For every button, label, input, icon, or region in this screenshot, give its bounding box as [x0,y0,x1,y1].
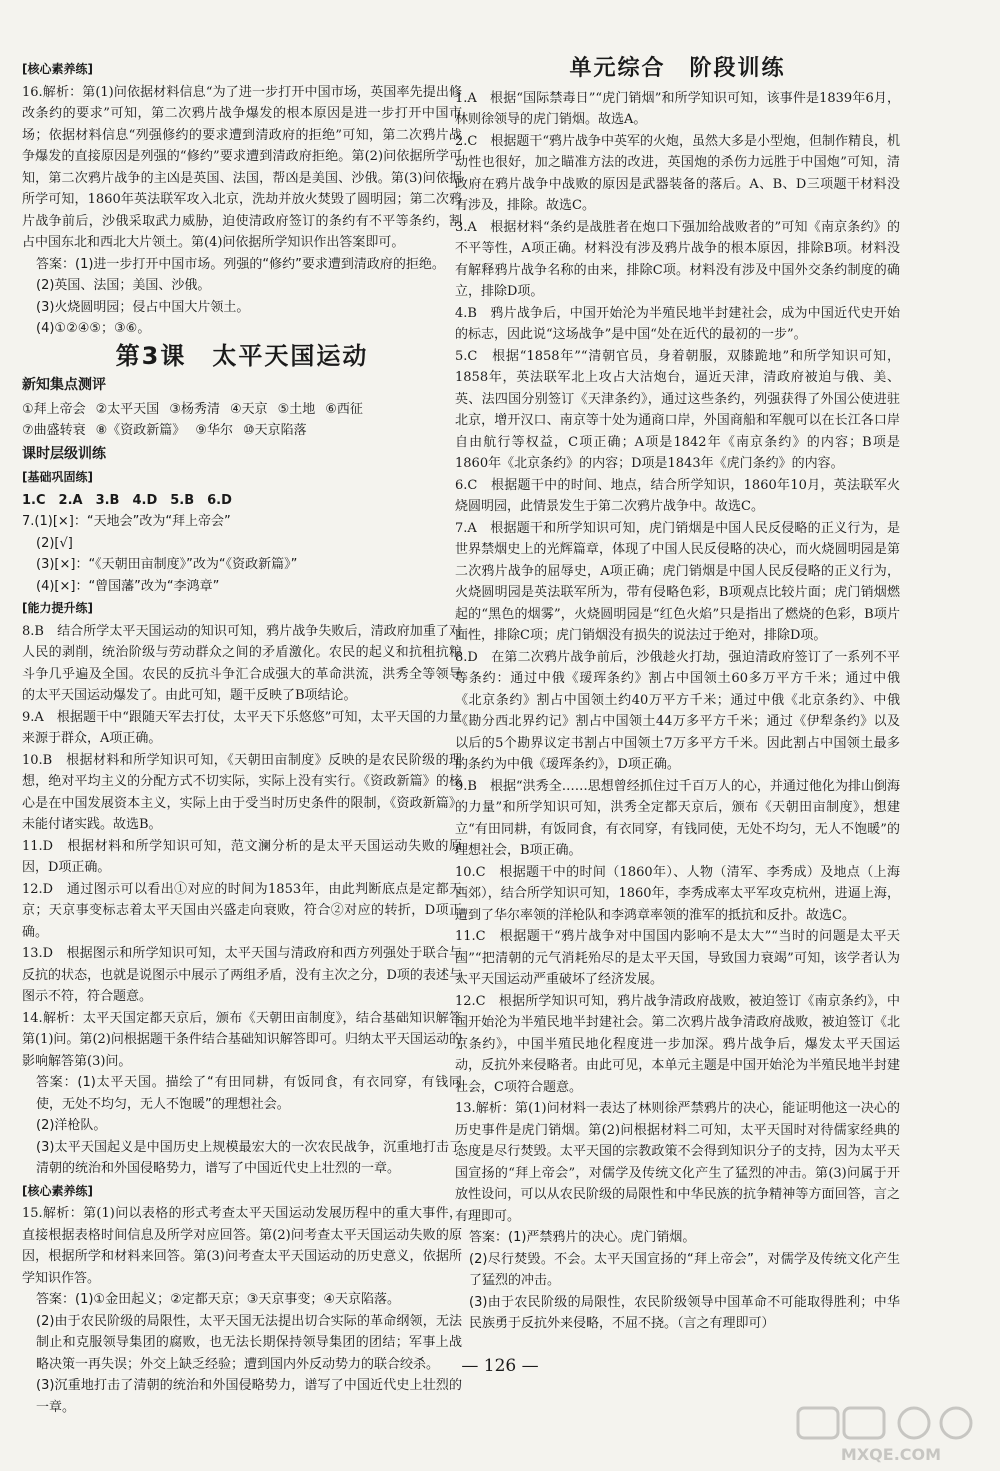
unit-answer-13-key: 答案：(1)严禁鸦片的决心。虎门销烟。 [469,1230,696,1245]
knowledge-point: ②太平天国 [95,401,160,417]
section-label: [能力提升练] [22,601,93,615]
new-knowledge-heading: 新知集点测评 [22,377,106,393]
page-number: — 126 — [461,1356,539,1376]
unit-title: 单元综合 阶段训练 [569,56,786,81]
knowledge-points-row-2 [22,420,462,442]
unit-answer-2: 2.C 根据题干“鸦片战争中英军的火炮，虽然大多是小型炮，但制作精良，机动性也很好，加之瞄准方法的改进，英国炮的杀伤力远胜于中国炮”可知，清政府在鸦片战争中战败的原因是武器装备的落后。A、B、D三项题干材料没有涉及，排除。故选C。 [455,133,900,213]
right-column [455,58,900,1335]
unit-answer-8: 8.D 在第二次鸦片战争前后，沙俄趁火打劫，强迫清政府签订了一系列不平等条约：通过中俄《瑷珲条约》割占中国领土60多万平方千米；通过中俄《北京条约》割占中国领土约40万平方千米；通过中俄《北京条约》、中俄《勘分西北界约记》割占中国领土44万多平方千米；通过《伊犁条约》以及以后的5个勘界议定书割占中国领土7万多平方千米。因此割占中国领土最多的条约为中俄《瑷珲条约》，D项正确。 [455,649,900,772]
knowledge-point: ④天京 [229,401,268,417]
answer-10: 10.B 根据材料和所学知识可知，《天朝田亩制度》反映的是农民阶级的理想，绝对平均主义的分配方式不切实际，实际上没有实行。《资政新篇》的核心是在中国发展资本主义，实际上由于受当时历史条件的限制，《资政新篇》未能付诸实践。故选B。 [22,752,462,832]
answer-8: 8.B 结合所学太平天国运动的知识可知，鸦片战争失败后，清政府加重了对人民的剥削，统治阶级与劳动群众之间的矛盾激化。农民的起义和抗租抗粮斗争几乎遍及全国。农民的反抗斗争汇合成强大的革命洪流，洪秀全等领导的太平天国运动爆发了。由此可知，题干反映了B项结论。 [22,623,462,703]
hierarchy-training-heading: 课时层级训练 [22,445,106,462]
knowledge-points-row-1 [22,399,462,421]
knowledge-point: ⑦曲盛转衰 [22,423,86,438]
watermark-logo [796,1406,986,1466]
answer-15-part2: (2)由于农民阶级的局限性，太平天国无法提出切合实际的革命纲领，无法制止和克服领导集团的腐败，也无法长期保持领导集团的团结；军事上战略决策一再失误；外交上缺乏经验；遭到国内外反动势力的联合绞杀。 [36,1313,462,1372]
answer-16: 16.解析：第(1)问依据材料信息“为了进一步打开中国市场，英国率先提出修改条约的要求”可知，第二次鸦片战争爆发的根本原因是进一步打开中国市场；依据材料信息“列强修约的要求遭到清政府的拒绝”可知，第二次鸦片战争爆发的直接原因是列强的“修约”要求遭到清政府拒绝。第(2)问依据所学可知，第二次鸦片战争的主凶是英国、法国，帮凶是美国、沙俄。第(3)问依据所学可知，1860年英法联军攻入北京，洗劫并放火焚毁了圆明园；第二次鸦片战争前后，沙俄采取武力威胁，迫使清政府签订的条约有不平等条约，割占中国东北和西北大片领土。第(4)问依据所学知识作出答案即可。 [22,84,462,250]
unit-answer-9: 9.B 根据“洪秀全……思想曾经抓住过千百万人的心，并通过他化为排山倒海的力量”和所学知识可知，洪秀全定都天京后，颁布《天朝田亩制度》，想建立“有田同耕，有饭同食，有衣同穿，有钱同使，无处不均匀，无人不饱暖”的理想社会，B项正确。 [455,778,900,858]
answer-9: 9.A 根据题干中“跟随天军去打仗，太平天下乐悠悠”可知，太平天国的力量来源于群众，A项正确。 [22,709,462,746]
unit-answer-4: 4.B 鸦片战争后，中国开始沦为半殖民地半封建社会，成为中国近代史开始的标志，因此说“这场战争”是中国“处在近代的最初的一步”。 [455,305,900,342]
knowledge-point: ①拜上帝会 [22,401,86,417]
answer-14-part3: (3)太平天国起义是中国历史上规模最宏大的一次农民战争，沉重地打击了清朝的统治和外国侵略势力，谱写了中国近代史上壮烈的一章。 [36,1139,462,1176]
section-label: [核心素养练] [22,1183,93,1198]
answer-7-part2: (2)[√] [36,535,73,551]
knowledge-point: ③杨秀清 [169,401,220,417]
answer-7-part3: (3)[×]：“《天朝田亩制度》”改为“《资政新篇》” [36,557,298,572]
unit-answer-12: 12.C 根据所学知识可知，鸦片战争清政府战败，被迫签订《南京条约》，中国开始沦为半殖民地半封建社会。第二次鸦片战争清政府战败，被迫签订《北京条约》，中国半殖民地化程度进一步加深。鸦片战争后，爆发太平天国运动，反抗外来侵略者。由此可见，本单元主题是中国开始沦为半殖民地半封建社会，C项符合题意。 [455,993,900,1095]
unit-answer-7: 7.A 根据题干和所学知识可知，虎门销烟是中国人民反侵略的正义行为，是世界禁烟史上的光辉篇章，体现了中国人民反侵略的决心，而火烧圆明园是第二次鸦片战争的屈辱史，A项正确；虎门销烟是中国人民反侵略的正义行为，火烧圆明园是英法联军所为，带有侵略色彩，B项观点比较片面；虎门销烟燃起的“黑色的烟雾”，火烧圆明园是“红色火焰”只是指出了燃烧的色彩，B项片面性，排除C项；虎门销烟没有损失的说法过于绝对，排除D项。 [455,520,900,643]
unit-answer-1: 1.A 根据“国际禁毒日”“虎门销烟”和所学知识可知，该事件是1839年6月，林则徐领导的虎门销烟。故选A。 [455,90,900,127]
answer-15-part3: (3)沉重地打击了清朝的统治和外国侵略势力，谱写了中国近代史上壮烈的一章。 [36,1378,462,1415]
answer-14: 14.解析：太平天国定都天京后，颁布《天朝田亩制度》，结合基础知识解答第(1)问。第(2)问根据题干条件结合基础知识解答即可。归纳太平天国运动的影响解答第(3)问。 [22,1010,462,1069]
section-label: [基础巩固练] [22,470,93,484]
answer-16-part3: (3)火烧圆明园；侵占中国大片领土。 [36,299,250,315]
lesson-title: 第3课 太平天国运动 [115,341,369,370]
unit-answer-6: 6.C 根据题干中的时间、地点，结合所学知识，1860年10月，英法联军火烧圆明园，此情景发生于第二次鸦片战争中。故选C。 [455,477,900,514]
unit-answer-13: 13.解析：第(1)问材料一表达了林则徐严禁鸦片的决心，能证明他这一决心的历史事件是虎门销烟。第(2)问根据材料二可知，太平天国时对待儒家经典的态度是尽行焚毁。太平天国的宗教政策不会得到知识分子的支持，因为太平天国宣扬的“拜上帝会”，对儒学及传统文化产生了猛烈的冲击。第(3)问属于开放性设问，可以从农民阶级的局限性和中华民族的抗争精神等方面回答，言之有理即可。 [455,1101,900,1224]
unit-answer-13-part2: (2)尽行焚毁。不会。太平天国宣扬的“拜上帝会”，对儒学及传统文化产生了猛烈的冲击。 [469,1251,900,1288]
unit-answer-3: 3.A 根据材料“条约是战胜者在炮口下强加给战败者的”可知《南京条约》的不平等性，A项正确。材料没有涉及鸦片战争的根本原因，排除B项。材料没有解释鸦片战争名称的由来，排除C项。材料没有涉及中国外交条约制度的确立，排除D项。 [455,219,900,299]
answer-13: 13.D 根据图示和所学知识可知，太平天国与清政府和西方列强处于联合与反抗的状态，也就是说图示中展示了两组矛盾，没有主次之分，D项的表述与图示不符，符合题意。 [22,946,462,1004]
unit-answer-11: 11.C 根据题干“鸦片战争对中国国内影响不是太大”“当时的问题是太平天国”“把清朝的元气消耗殆尽的是太平天国，导致国力衰竭”可知，该学者认为太平天国运动严重破坏了经济发展。 [455,929,900,987]
section-label: [核心素养练] [22,62,93,76]
unit-answer-10: 10.C 根据题干中的时间（1860年）、人物（清军、李秀成）及地点（上海西郊），结合所学知识可知，1860年，李秀成率太平军攻克杭州，进逼上海，遭到了华尔率领的洋枪队和李鸿章率领的淮军的抵抗和反扑。故选C。 [455,864,900,923]
left-column [22,58,462,1418]
answer-14-key: 答案：(1)太平天国。描绘了“有田同耕，有饭同食，有衣同穿，有钱同使，无处不均匀，无人不饱暖”的理想社会。 [36,1075,462,1112]
knowledge-point: ⑧《资政新篇》 [95,423,186,438]
knowledge-point: ⑤土地 [277,401,316,417]
answer-12: 12.D 通过图示可以看出①对应的时间为1853年，由此判断底点是定都天京；天京事变标志着太平天国由兴盛走向衰败，符合②对应的转折，D项正确。 [22,881,462,940]
knowledge-point: ⑨华尔 [195,423,233,438]
unit-answer-5: 5.C 根据“1858年”“清朝官员，身着朝服，双膝跪地”和所学知识可知，1858年，英法联军北上攻占大沽炮台，逼近天津，清政府被迫与俄、美、英、法四国分别签订《天津条约》，通过这些条约，列强获得了外国公使进驻北京，增开汉口、南京等十处为通商口岸，外国商船和军舰可以在长江各口岸自由航行等权益，C项正确；A项是1842年《南京条约》的内容；B项是1860年《北京条约》的内容；D项是1843年《虎门条约》的内容。 [455,348,900,471]
answer-15-key: 答案：(1)①金田起义；②定都天京；③天京事变；④天京陷落。 [36,1292,401,1307]
knowledge-point: ⑥西征 [325,401,363,417]
svg-text:MXQE.COM: MXQE.COM [840,1445,942,1464]
answer-7-part1: 7.(1)[×]：“天地会”改为“拜上帝会” [22,514,231,529]
answer-11: 11.D 根据材料和所学知识可知，范文澜分析的是太平天国运动失败的原因，D项正确。 [22,838,462,875]
unit-answer-13-part3: (3)由于农民阶级的局限性，农民阶级领导中国革命不可能取得胜利；中华民族勇于反抗外来侵略，不屈不挠。（言之有理即可） [469,1294,900,1331]
knowledge-point: ⑩天京陷落 [242,423,307,438]
answer-15: 15.解析：第(1)问以表格的形式考查太平天国运动发展历程中的重大事件，直接根据表格时间信息及所学对应回答。第(2)问考查太平天国运动失败的原因，根据所学和材料来回答。第(3)问考查太平天国运动的历史意义，依据所学知识作答。 [22,1206,462,1286]
answer-14-part2: (2)洋枪队。 [36,1118,107,1133]
answer-16-part4: (4)①②④⑤；③⑥。 [36,321,151,336]
answer-16-key: 答案：(1)进一步打开中国市场。列强的“修约”要求遭到清政府的拒绝。 [36,256,445,272]
answer-16-part2: (2)英国、法国；美国、沙俄。 [36,278,211,293]
answer-7-part4: (4)[×]：“曾国藩”改为“李鸿章” [36,578,220,594]
basic-answers: 1.C 2.A 3.B 4.D 5.B 6.D [22,492,232,508]
